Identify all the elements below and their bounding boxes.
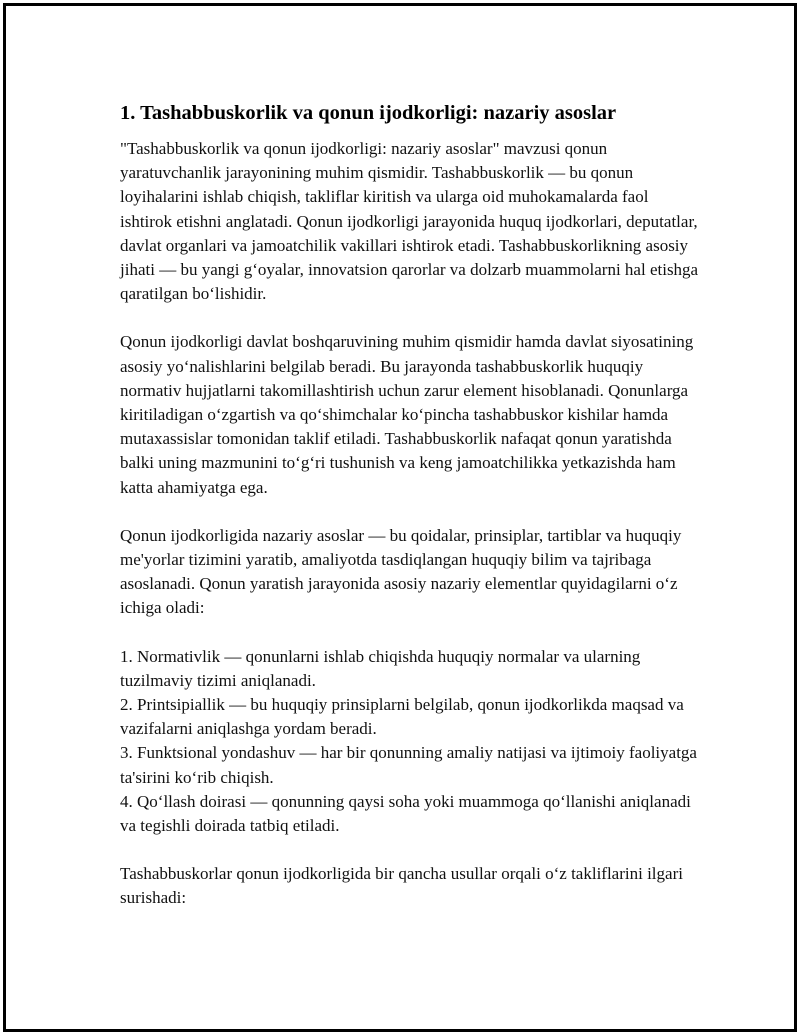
list-item-functional: 3. Funktsional yondashuv — har bir qonunning amaliy natijasi va ijtimoiy faoliyatga ta'sirini ko‘rib chiqish. [120,743,697,787]
document-body [120,100,700,935]
paragraph-theory: Qonun ijodkorligida nazariy asoslar — bu qoidalar, prinsiplar, tartiblar va huquqiy me'yorlar tizimini yaratib, amaliyotda tasdiqlangan huquqiy bilim va tajribaga asoslanadi. Qonun yaratish jarayonida asosiy nazariy elementlar quyidagilarni o‘z ichiga oladi: [120,525,682,618]
list-item-principles: 2. Printsipiallik — bu huquqiy prinsiplarni belgilab, qonun ijodkorlikda maqsad va vazifalarni aniqlashga yordam beradi. [120,695,684,739]
page-border [3,3,797,1032]
list-item-scope: 4. Qo‘llash doirasi — qonunning qaysi soha yoki muammoga qo‘llanishi aniqlanadi va tegishli doirada tatbiq etiladi. [120,791,691,836]
paragraph-intro: "Tashabbuskorlik va qonun ijodkorligi: nazariy asoslar" mavzusi qonun yaratuvchanlik jarayonining muhim qismidir. Tashabbuskorlik — bu qonun loyihalarini ishlab chiqish, takliflar kiritish va ularga oid muhokamalarda faol ishtirok etishni anglatadi. Qonun ijodkorligi jarayonida huquq ijodkorlari, deputatlar, davlat organlari va jamoatchilik vakillari ishtirok etadi. Tashabbuskorlikning asosiy jihati — bu yangi g‘oyalar, innovatsion qarorlar va dolzarb muammolarni hal etishga qaratilgan bo‘lishidir. [120,139,699,304]
section-heading: 1. Tashabbuskorlik va qonun ijodkorligi: nazariy asoslar [120,102,617,124]
list-item-normativity: 1. Normativlik — qonunlarni ishlab chiqishda huquqiy normalar va ularning tuzilmaviy tizimi aniqlanadi. [120,646,641,690]
theory-elements-list [120,645,700,839]
paragraph-closing: Tashabbuskorlar qonun ijodkorligida bir qancha usullar orqali o‘z takliflarini ilgari surishadi: [120,864,683,908]
paragraph-governance: Qonun ijodkorligi davlat boshqaruvining muhim qismidir hamda davlat siyosatining asosiy yo‘nalishlarini belgilab beradi. Bu jarayonda tashabbuskorlik huquqiy normativ hujjatlarni takomillashtirish uchun zarur element hisoblanadi. Qonunlarga kiritiladigan o‘zgartish va qo‘shimchalar ko‘pincha tashabbuskor kishilar hamda mutaxassislar tomonidan taklif etiladi. Tashabbuskorlik nafaqat qonun yaratishda balki uning mazmunini to‘g‘ri tushunish va keng jamoatchilikka yetkazishda ham katta ahamiyatga ega. [120,332,694,497]
